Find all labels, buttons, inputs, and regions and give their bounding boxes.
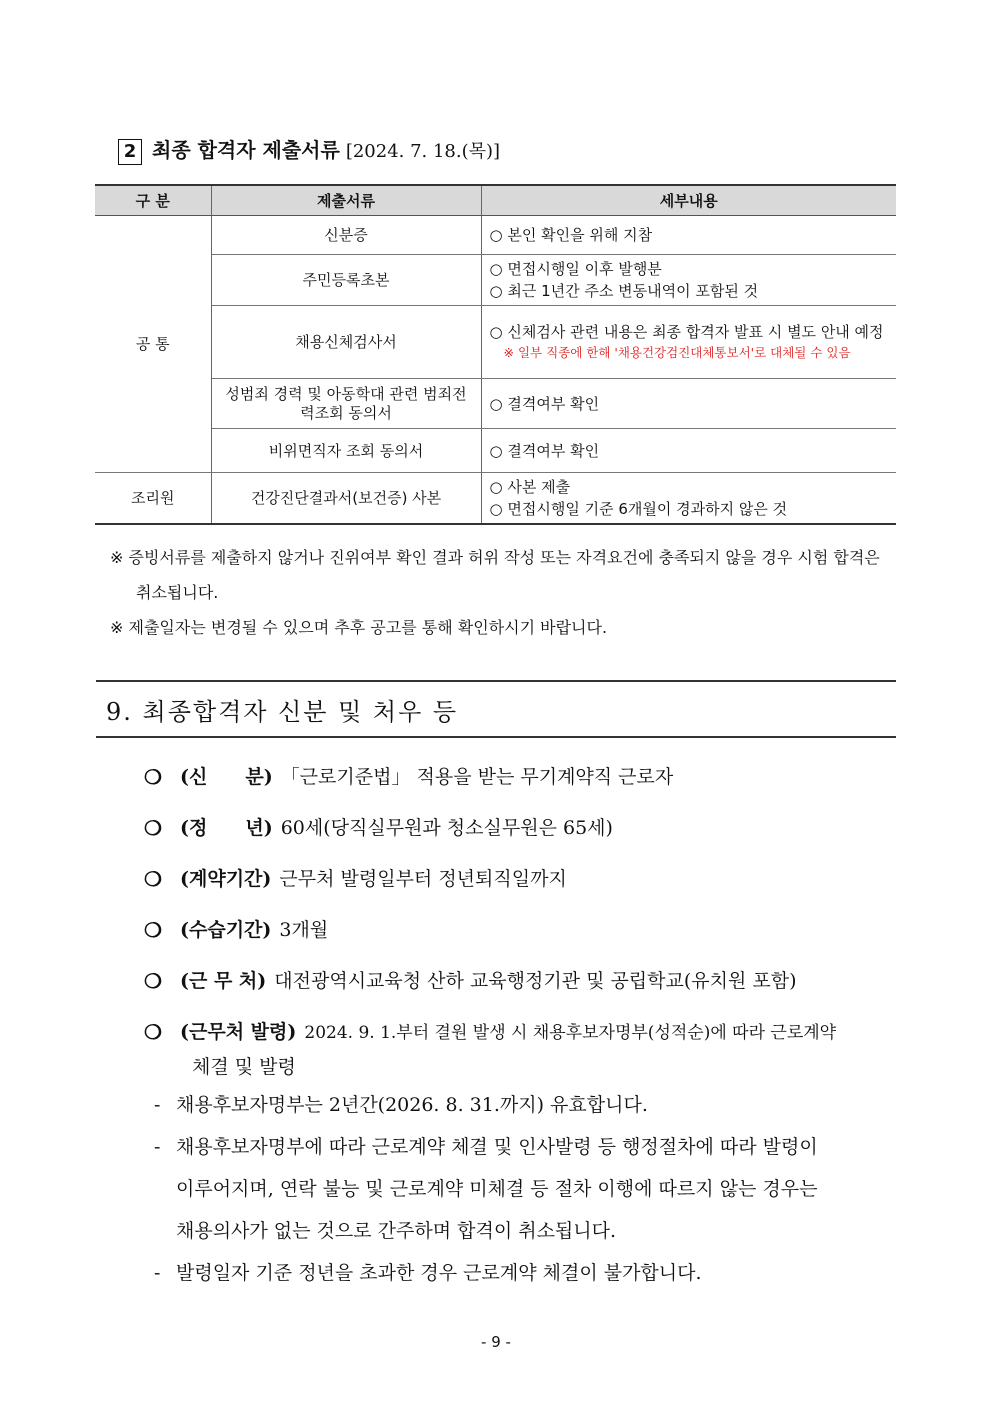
doc-name: 신분증	[211, 216, 481, 255]
doc-name: 채용신체검사서	[211, 306, 481, 379]
list-item: ❍ (신 분) 「근로기준법」 적용을 받는 무기계약직 근로자	[144, 765, 674, 789]
doc-details: ○ 결격여부 확인	[481, 379, 896, 429]
section-9-title: 9. 최종합격자 신분 및 처우 등	[106, 698, 459, 726]
sub-item: - 발령일자 기준 정년을 초과한 경우 근로계약 체결이 불가합니다.	[154, 1262, 702, 1284]
list-item: ❍ (근무처 발령) 2024. 9. 1.부터 결원 발생 시 채용후보자명부(성적순)에 따라 근로계약 체결 및 발령	[144, 1020, 837, 1078]
doc-name: 건강진단결과서(보건증) 사본	[211, 473, 481, 525]
doc-details: ○ 면접시행일 이후 발행분 ○ 최근 1년간 주소 변동내역이 포함된 것	[481, 255, 896, 306]
red-note: ※ 일부 직종에 한해 '채용건강검진대체통보서'로 대체될 수 있음	[503, 345, 851, 360]
notes	[110, 540, 900, 645]
section-title: 최종 합격자 제출서류	[152, 138, 340, 162]
category-cook: 조리원	[95, 473, 211, 525]
doc-name: 비위면직자 조회 동의서	[211, 429, 481, 473]
header-document: 제출서류	[211, 185, 481, 216]
sub-item: - 채용후보자명부에 따라 근로계약 체결 및 인사발령 등 행정절차에 따라 발령이 이루어지며, 연락 불능 및 근로계약 미체결 등 절차 이행에 따르지 않는 경우는 채용의사가 없는 것으로 간주하며 합격이 취소됩니다.	[154, 1136, 818, 1242]
section-2-heading	[118, 134, 500, 165]
sub-item: - 채용후보자명부는 2년간(2026. 8. 31.까지) 유효합니다.	[154, 1094, 648, 1116]
category-common: 공 통	[95, 216, 211, 473]
section-9-header	[96, 680, 896, 738]
note-item: ※ 증빙서류를 제출하지 않거나 진위여부 확인 결과 허위 작성 또는 자격요건에 충족되지 않을 경우 시험 합격은 취소됩니다.	[110, 548, 880, 602]
documents-table	[95, 184, 896, 525]
table-row	[95, 255, 896, 306]
doc-details: ○ 결격여부 확인	[481, 429, 896, 473]
table-row	[95, 216, 896, 255]
doc-details: ○ 사본 제출 ○ 면접시행일 기준 6개월이 경과하지 않은 것	[481, 473, 896, 525]
doc-name: 성범죄 경력 및 아동학대 관련 범죄전력조회 동의서	[211, 379, 481, 429]
header-category: 구 분	[95, 185, 211, 216]
list-item: ❍ (수습기간) 3개월	[144, 918, 329, 942]
doc-details: ○ 신체검사 관련 내용은 최종 합격자 발표 시 별도 안내 예정 ※ 일부 직종에 한해 '채용건강검진대체통보서'로 대체될 수 있음	[481, 306, 896, 379]
section-number-box: 2	[118, 139, 142, 165]
table-header-row	[95, 185, 896, 216]
doc-name: 주민등록초본	[211, 255, 481, 306]
header-details: 세부내용	[481, 185, 896, 216]
list-item: ❍ (계약기간) 근무처 발령일부터 정년퇴직일까지	[144, 867, 567, 891]
table-row	[95, 379, 896, 429]
doc-details: ○ 본인 확인을 위해 지참	[481, 216, 896, 255]
list-item: ❍ (근 무 처) 대전광역시교육청 산하 교육행정기관 및 공립학교(유치원 포함)	[144, 969, 797, 993]
note-item: ※ 제출일자는 변경될 수 있으며 추후 공고를 통해 확인하시기 바랍니다.	[110, 618, 608, 637]
section-9-items	[144, 760, 904, 1294]
table-row	[95, 473, 896, 525]
section-date: [2024. 7. 18.(목)]	[345, 141, 501, 162]
table-row	[95, 306, 896, 379]
table-row	[95, 429, 896, 473]
page-number: - 9 -	[481, 1333, 511, 1351]
list-item: ❍ (정 년) 60세(당직실무원과 청소실무원은 65세)	[144, 816, 613, 840]
